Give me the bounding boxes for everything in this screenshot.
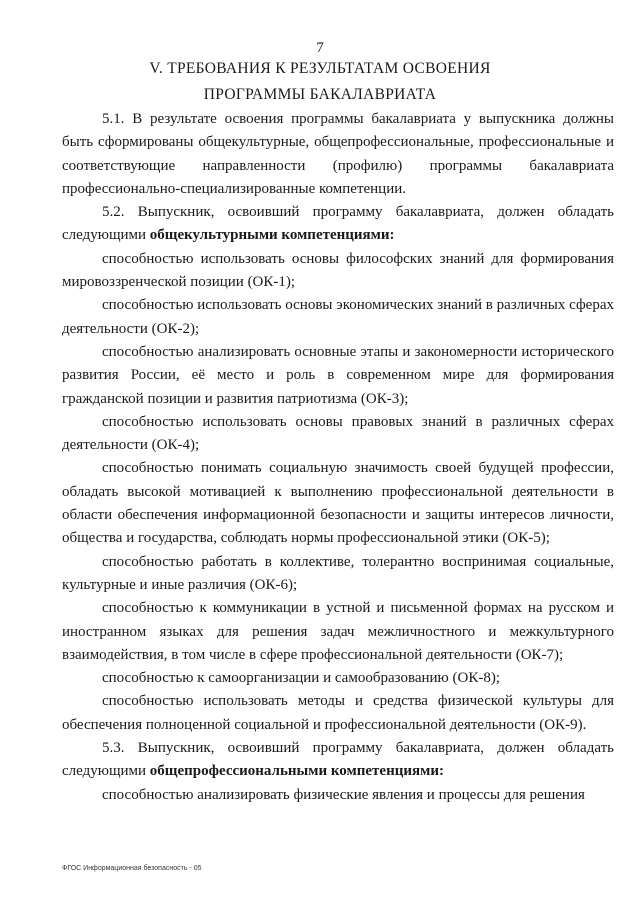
body-text: [62, 108, 614, 807]
competence-opk-1-start: способностью анализировать физические явления и процессы для решения: [102, 786, 585, 803]
paragraph-5-3: 5.3. Выпускник, освоивший программу бакалавриата, должен обладать следующими общепрофессиональными компетенциями:: [62, 740, 614, 780]
competence-ok-9: способностью использовать методы и средства физической культуры для обеспечения полноценной социальной и профессиональной деятельности (ОК-9).: [62, 693, 614, 733]
page-footer: ФГОС Информационная безопасность - 05: [62, 865, 202, 872]
competence-ok-5: способностью понимать социальную значимость своей будущей профессии, обладать высокой мотивацией к выполнению профессиональной деятельности в области обеспечения информационной безопасности и защиты интересов личности, общества и государства, соблюдать нормы профессиональной этики (ОК-5);: [62, 460, 614, 547]
bold-term: общепрофессиональными компетенциями:: [149, 763, 444, 780]
competence-ok-7: способностью к коммуникации в устной и письменной формах на русском и иностранном языках для решения задач межличностного и межкультурного взаимодействия, в том числе в сфере профессиональной деятельности (ОК-7);: [62, 600, 614, 663]
competence-ok-3: способностью анализировать основные этапы и закономерности исторического развития России, её место и роль в современном мире для формирования гражданской позиции и развития патриотизма (ОК-3);: [62, 343, 614, 407]
page-number: 7: [316, 40, 324, 56]
bold-term: общекультурными компетенциями:: [149, 227, 395, 244]
competence-ok-8: способностью к самоорганизации и самообразованию (ОК-8);: [102, 670, 501, 687]
paragraph-5-2: 5.2. Выпускник, освоивший программу бакалавриата, должен обладать следующими общекультурными компетенциями:: [62, 204, 614, 244]
competence-ok-1: способностью использовать основы философских знаний для формирования мировоззренческой позиции (ОК-1);: [62, 250, 614, 291]
competence-ok-6: способностью работать в коллективе, толерантно воспринимая социальные, культурные и иные различия (ОК-6);: [62, 553, 614, 593]
paragraph-5-1: 5.1. В результате освоения программы бакалавриата у выпускника должны быть сформированы общекультурные, общепрофессиональные, профессиональные и соответствующие направленности (профилю) программы бакалавриата профессионально-специализированные компетенции.: [62, 111, 614, 197]
section-title-line-1: V. ТРЕБОВАНИЯ К РЕЗУЛЬТАТАМ ОСВОЕНИЯ: [149, 60, 491, 77]
competence-ok-2: способностью использовать основы экономических знаний в различных сферах деятельности (ОК-2);: [62, 297, 614, 337]
competence-ok-4: способностью использовать основы правовых знаний в различных сферах деятельности (ОК-4);: [62, 413, 614, 454]
section-title-line-2: ПРОГРАММЫ БАКАЛАВРИАТА: [203, 86, 437, 103]
